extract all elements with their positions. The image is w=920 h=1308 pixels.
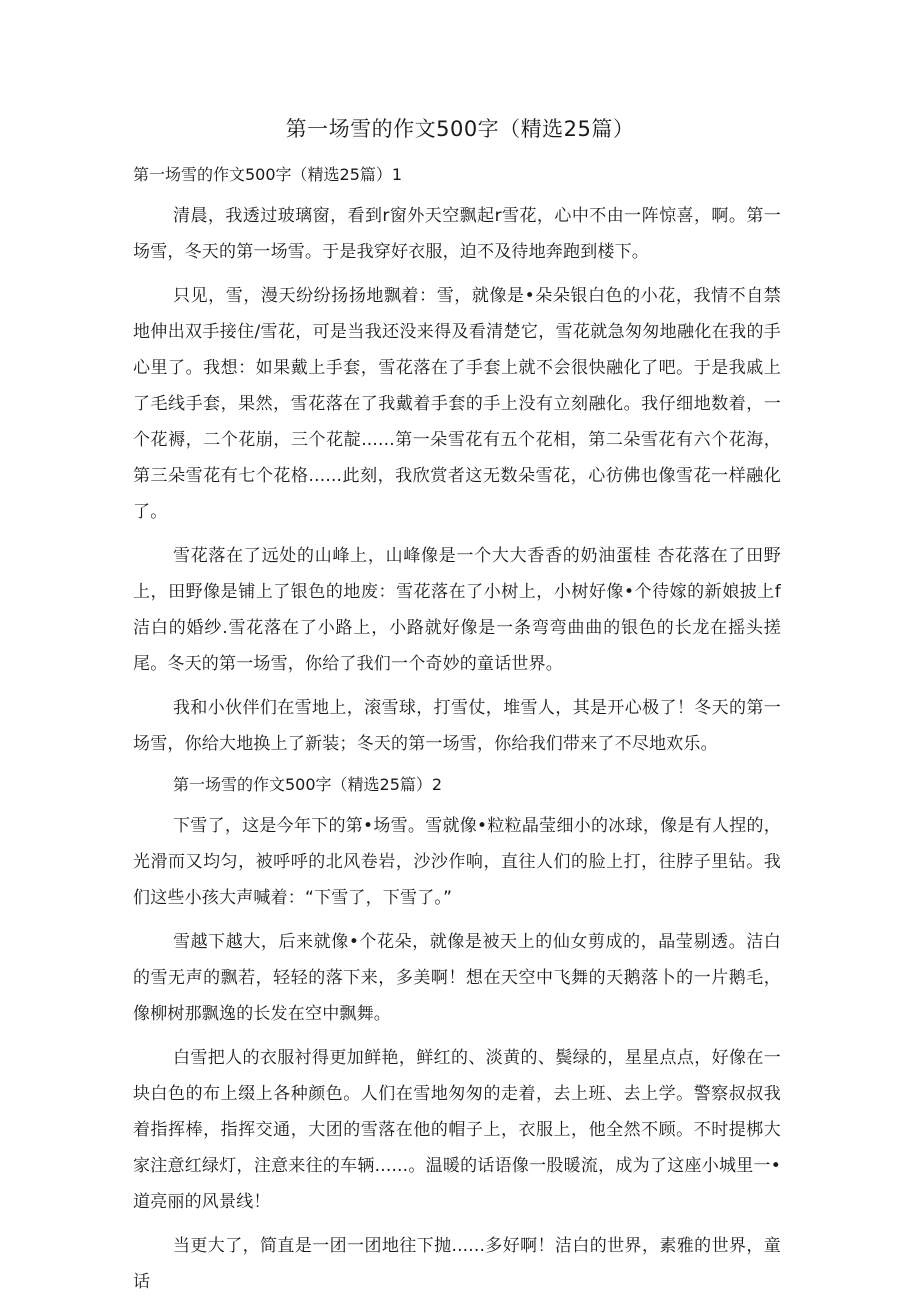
document-title: 第一场雪的作文500字（精选25篇） [285,117,635,141]
paragraph: 雪越下越大，后来就像•个花朵，就像是被天上的仙女剪成的，晶莹剔透。洁白的雪无声的飘若，轻轻的落下来，多美啊！想在天空中飞舞的天鹅落卜的一片鹅毛，像柳树那飘逸的长发在空中飘舞。 [133,932,781,1024]
paragraph: 白雪把人的衣服衬得更加鲜艳，鲜红的、淡黄的、鬓绿的，星星点点，好像在一块白色的布上缀上各种颜色。人们在雪地匆匆的走着，去上班、去上学。警察叔叔我着指挥棒，指挥交通，大团的雪落在他的帽子上，衣服上，他全然不顾。不时提梆大家注意红绿灯，注意来往的车辆......。温暖的话语像一股暖流，成为了这座小城里一•道亮丽的风景线！ [133,1048,781,1212]
section-heading: 第一场雪的作文500字（精选25篇）2 [173,775,443,794]
paragraph: 只见，雪，漫天纷纷扬扬地飘着：雪，就像是•朵朵银白色的小花，我情不自禁地伸出双手接住/雪花，可是当我还没来得及看清楚它，雪花就急匆匆地融化在我的手心里了。我想：如果戴上手套，雪花落在了手套上就不会很快融化了吧。于是我戚上了毛线手套，果然，雪花落在了我戴着手套的手上没有立刻融化。我仔细地数着，一个花褥，二个花崩，三个花靛......第一朵雪花有五个花相，第二朵雪花有六个花海，第三朵雪花有七个花格......此刻，我欣赏者这无数朵雪花，心彷佛也像雪花一样融化了。 [133,286,781,522]
document-body [133,160,781,1308]
paragraph: 下雪了，这是今年下的第•场雪。雪就像•粒粒晶莹细小的冰球，像是有人捏的，光滑而又均匀，被呼呼的北风卷岩，沙沙作响，直往人们的脸上打，往脖子里钻。我们这些小孩大声喊着：“下雪了，下雪了。” [133,816,781,908]
paragraph: 清晨，我透过玻璃窗，看到r窗外天空飘起r雪花，心中不由一阵惊喜，啊。第一场雪，冬天的第一场雪。于是我穿好衣服，迫不及待地奔跑到楼下。 [133,206,781,262]
paragraph: 我和小伙伴们在雪地上，滚雪球，打雪仗，堆雪人，其是开心极了！冬天的第一场雪，你给大地换上了新装；冬天的第一场雪，你给我们带来了不尽地欢乐。 [133,698,781,754]
section-2 [133,770,781,1300]
section-1 [133,160,781,762]
section-heading: 第一场雪的作文500字（精选25篇）1 [133,165,403,184]
paragraph: 雪花落在了远处的山峰上，山峰像是一个大大香香的奶油蛋桂 杏花落在了田野上，田野像是铺上了银色的地废：雪花落在了小树上，小树好像•个待嫁的新娘披上f洁白的婚纱.雪花落在了小路上，小路就好像是一条弯弯曲曲的银色的长龙在摇头搓尾。冬天的第一场雪，你给了我们一个奇妙的童话世界。 [133,546,781,674]
paragraph: 当更大了，简直是一团一团地往下抛......多好啊！洁白的世界，素雅的世界，童话 [133,1236,781,1292]
